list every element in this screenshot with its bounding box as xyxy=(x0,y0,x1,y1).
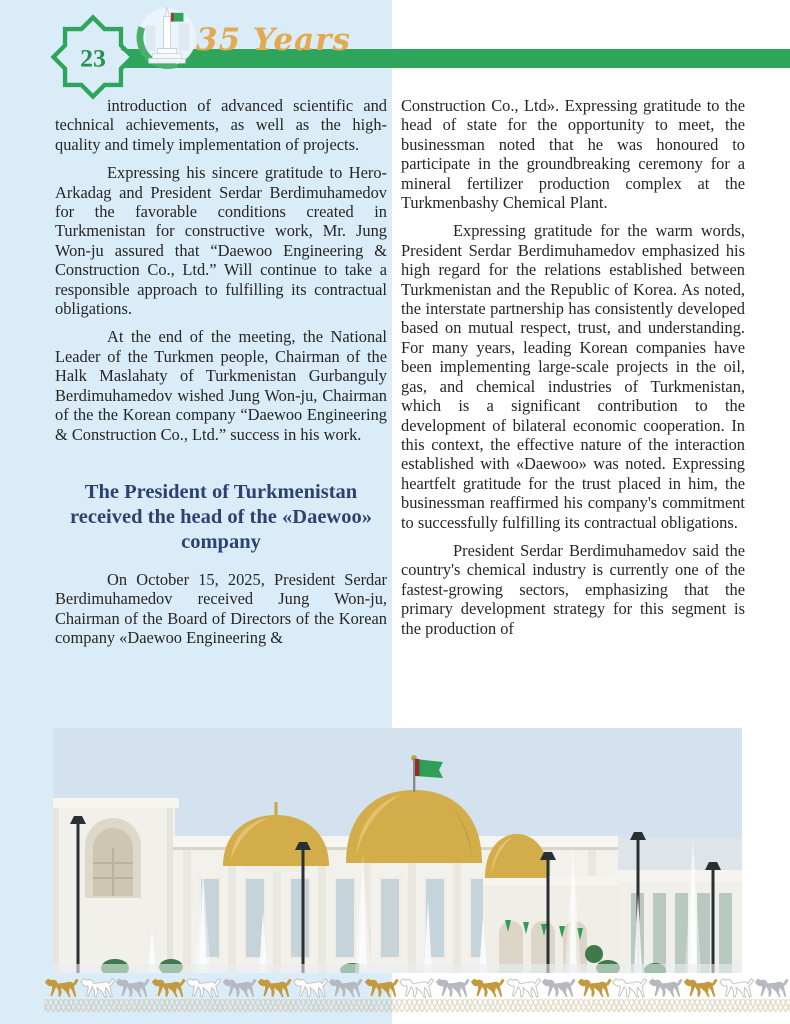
horse-icon xyxy=(399,976,435,999)
horse-frieze xyxy=(44,975,790,999)
horse-icon xyxy=(577,976,613,999)
paragraph: Expressing gratitude for the warm words, President Serdar Berdimuhamedov emphasized his high regard for the relations established between Turkmenistan and the Republic of Korea. As noted, the interstate partnership has consistently developed based on mutual respect, trust, and understanding. For many years, leading Korean companies have been implementing large-scale projects in the oil, gas, and chemical industries of Turkmenistan, which is a significant contribution to the development of bilateral economic cooperation. In this context, the effective nature of the interaction established with «Daewoo» was noted. Expressing heartfelt gratitude for the trust placed in him, the businessman reaffirmed his company's commitment to successfully fulfilling its contractual obligations. xyxy=(401,221,745,532)
ornament-band xyxy=(44,999,790,1012)
horse-icon xyxy=(222,976,258,999)
horse-icon xyxy=(151,976,187,999)
palace-photo xyxy=(53,728,742,973)
paragraph: Expressing his sincere gratitude to Hero-Arkadag and President Serdar Berdimuhamedov for the favorable conditions created in Turkmenistan for constructive work, Mr. Jung Won-ju assured that “Daewoo Engineering & Construction Co., Ltd.” Will continue to take a responsible approach to fulfilling its contractual obligations. xyxy=(55,163,387,319)
page-number-star-icon xyxy=(50,14,136,100)
anniversary-label: 35 Years xyxy=(196,22,351,58)
right-column xyxy=(401,96,745,647)
horse-icon xyxy=(541,976,577,999)
anniversary-emblem-icon xyxy=(136,6,198,72)
horse-icon xyxy=(683,976,719,999)
paragraph: President Serdar Berdimuhamedov said the country's chemical industry is currently one of the fastest-growing sectors, emphasizing that the primary development strategy for this segment is the production of xyxy=(401,540,745,638)
horse-icon xyxy=(115,976,151,999)
paragraph: introduction of advanced scientific and technical achievements, as well as the high-quality and timely implementation of projects. xyxy=(55,96,387,154)
page-number: 23 xyxy=(80,43,106,73)
horse-icon xyxy=(328,976,364,999)
horse-icon xyxy=(648,976,684,999)
horse-icon xyxy=(470,976,506,999)
article-heading: The President of Turkmenistan received the head of the «Daewoo» company xyxy=(70,480,372,553)
horse-icon xyxy=(257,976,293,999)
horse-icon xyxy=(612,976,648,999)
palace-illustration xyxy=(53,728,742,973)
horse-icon xyxy=(44,976,80,999)
paragraph: Construction Co., Ltd». Expressing gratitude to the head of state for the opportunity to meet, the businessman noted that he was honoured to participate in the groundbreaking ceremony for a mineral fertilizer production complex at the Turkmenbashy Chemical Plant. xyxy=(401,96,745,213)
horse-icon xyxy=(186,976,222,999)
left-column xyxy=(55,96,387,657)
paragraph: At the end of the meeting, the National Leader of the Turkmen people, Chairman of the Halk Maslahaty of Turkmenistan Gurbanguly Berdimuhamedov wished Jung Won-ju, Chairman of the the Korean company “Daewoo Engineering & Construction Co., Ltd.” success in his work. xyxy=(55,327,387,444)
horse-icon xyxy=(364,976,400,999)
paragraph: On October 15, 2025, President Serdar Berdimuhamedov received Jung Won-ju, Chairman of the Board of Directors of the Korean company «Daewoo Engineering & xyxy=(55,569,387,648)
horse-icon xyxy=(293,976,329,999)
horse-icon xyxy=(754,976,790,999)
horse-icon xyxy=(80,976,116,999)
horse-icon xyxy=(719,976,755,999)
horse-icon xyxy=(435,976,471,999)
horse-icon xyxy=(506,976,542,999)
